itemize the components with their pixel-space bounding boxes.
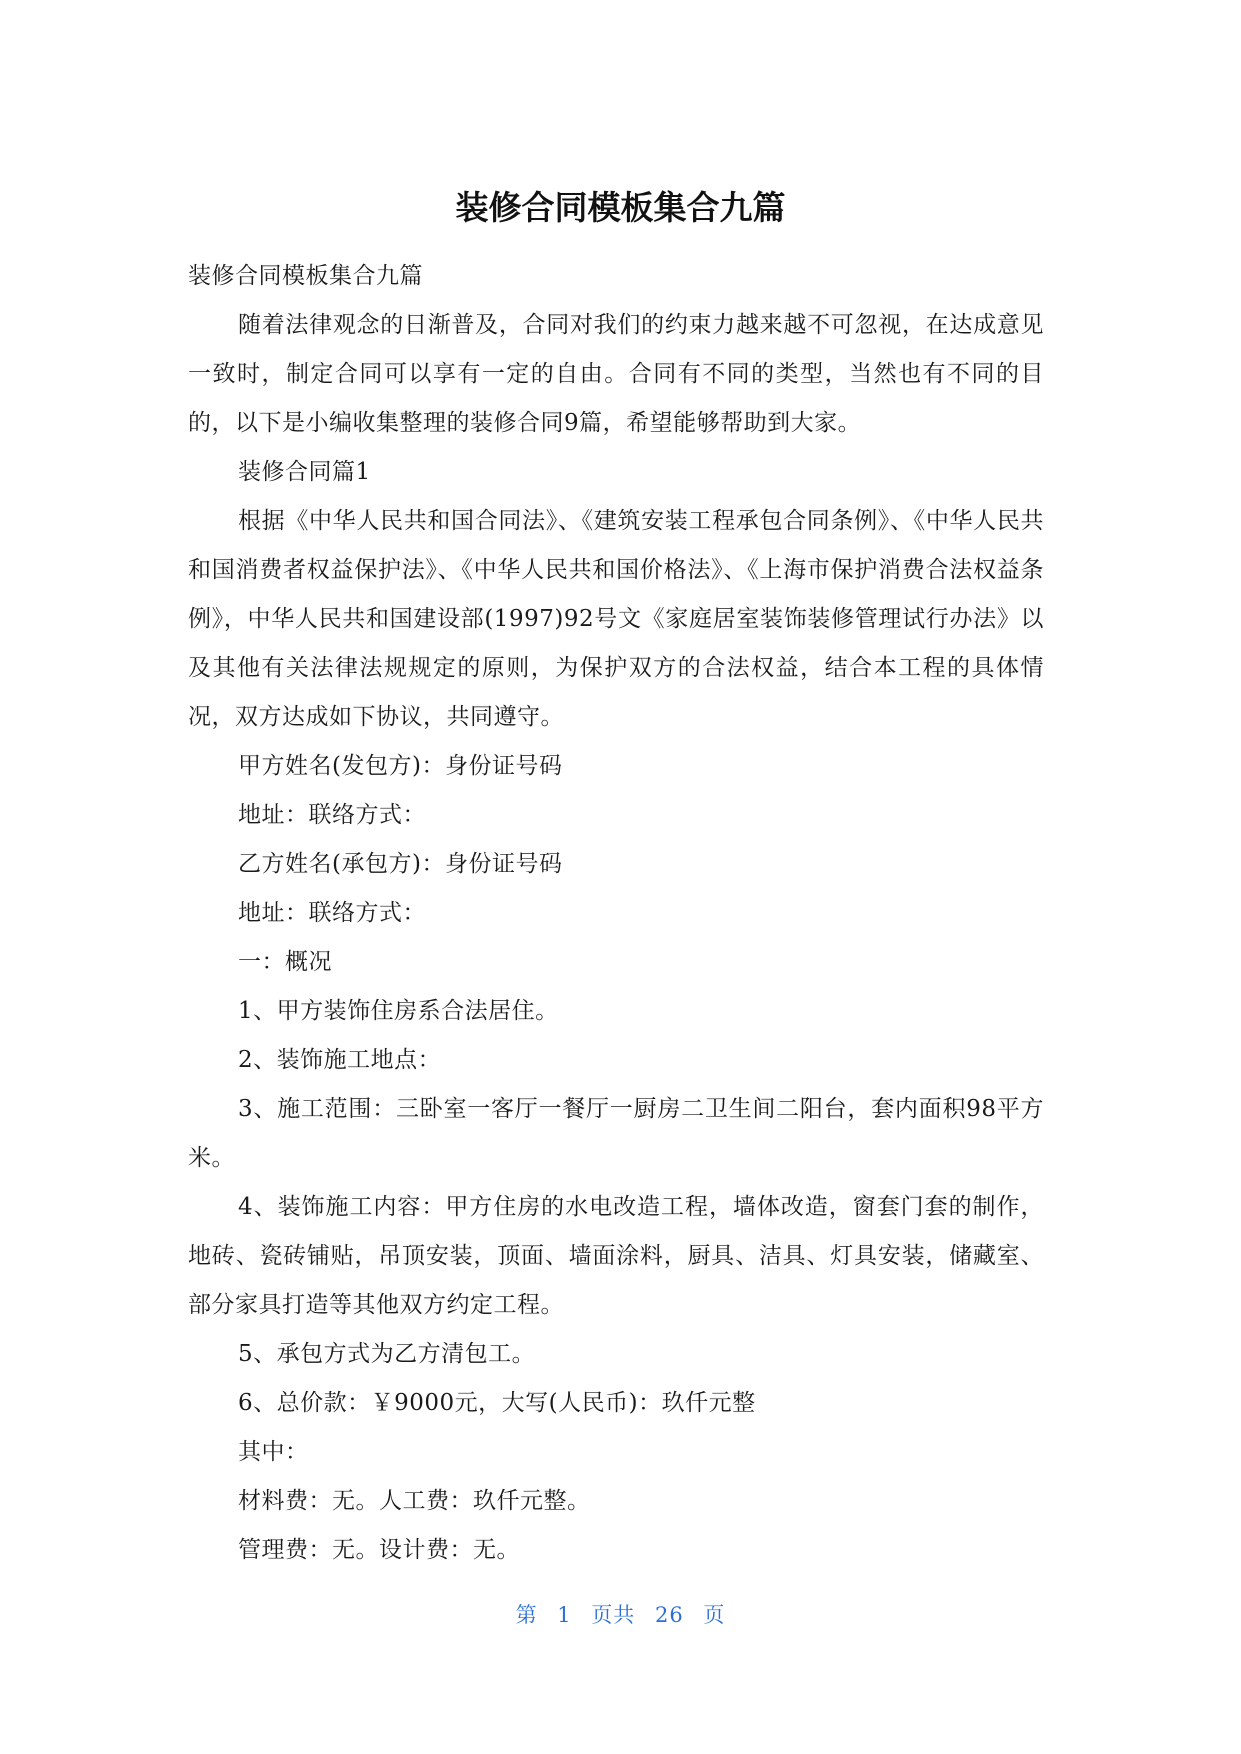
party-a-line: 甲方姓名(发包方)：身份证号码 (238, 753, 563, 779)
clause-5: 5、承包方式为乙方清包工。 (238, 1341, 536, 1367)
total-page-count: 26 (655, 1603, 684, 1627)
clause-2: 2、装饰施工地点： (238, 1047, 442, 1073)
document-subtitle: 装修合同模板集合九篇 (188, 263, 423, 289)
page-middle: 页共 (591, 1603, 636, 1627)
clause-6: 6、总价款：￥9000元，大写(人民币)：玖仟元整 (238, 1390, 756, 1416)
section-heading: 装修合同篇1 (238, 459, 371, 485)
document-body (188, 252, 1044, 1575)
clause-3: 3、施工范围：三卧室一客厅一餐厅一厨房二卫生间二阳台，套内面积98平方米。 (188, 1096, 1044, 1171)
clause-1: 1、甲方装饰住房系合法居住。 (238, 998, 559, 1024)
page-footer (0, 1600, 1241, 1630)
clause-4: 4、装饰施工内容：甲方住房的水电改造工程，墙体改造，窗套门套的制作，地砖、瓷砖铺贴，吊顶安装，顶面、墙面涂料，厨具、洁具、灯具安装，储藏室、部分家具打造等其他双方约定工程。 (188, 1194, 1044, 1318)
party-b-address-line: 地址：联络方式： (238, 900, 426, 926)
fee-line-materials-labor: 材料费：无。人工费：玖仟元整。 (238, 1488, 591, 1514)
current-page-number: 1 (557, 1603, 572, 1627)
fee-line-management-design: 管理费：无。设计费：无。 (238, 1537, 520, 1563)
party-a-address-line: 地址：联络方式： (238, 802, 426, 828)
page-prefix: 第 (515, 1603, 538, 1627)
clause-6-breakdown-label: 其中： (238, 1439, 309, 1465)
party-b-line: 乙方姓名(承包方)：身份证号码 (238, 851, 563, 877)
overview-heading: 一：概况 (238, 949, 332, 975)
intro-paragraph: 随着法律观念的日渐普及，合同对我们的约束力越来越不可忽视，在达成意见一致时，制定合同可以享有一定的自由。合同有不同的类型，当然也有不同的目的，以下是小编收集整理的装修合同9篇，希望能够帮助到大家。 (188, 312, 1044, 436)
page-suffix: 页 (703, 1603, 726, 1627)
document-title: 装修合同模板集合九篇 (455, 188, 786, 227)
legal-basis-paragraph: 根据《中华人民共和国合同法》、《建筑安装工程承包合同条例》、《中华人民共和国消费者权益保护法》、《中华人民共和国价格法》、《上海市保护消费合法权益条例》，中华人民共和国建设部(1997)92号文《家庭居室装饰装修管理试行办法》以及其他有关法律法规规定的原则，为保护双方的合法权益，结合本工程的具体情况，双方达成如下协议，共同遵守。 (188, 508, 1044, 730)
